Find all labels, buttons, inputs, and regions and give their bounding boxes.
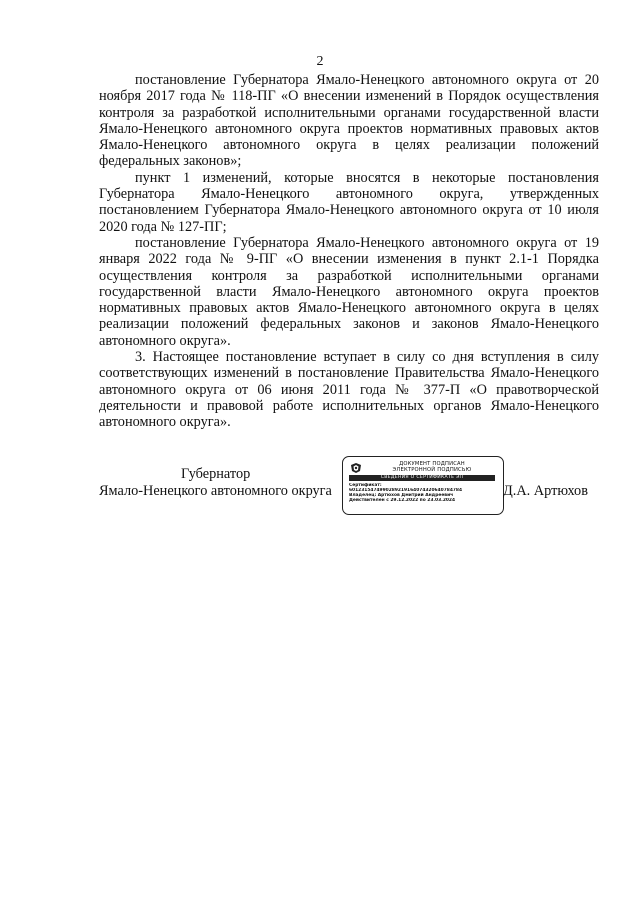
stamp-title (365, 461, 499, 473)
signatory-position-title: Губернатор (181, 466, 251, 482)
signatory-name: Д.А. Артюхов (503, 483, 588, 499)
paragraph-2: пункт 1 изменений, которые вносятся в некоторые постановления Губернатора Ямало-Ненецкого автономного округа, утвержденных постановлением Губернатора Ямало-Ненецкого автономного округа от 10 июля 2020 года № 127-ПГ; (99, 169, 599, 235)
paragraph-3: постановление Губернатора Ямало-Ненецкого автономного округа от 19 января 2022 года № 9-ПГ «О внесении изменения в пункт 2.1-1 Порядка осуществления контроля за разработкой исполнительными органами государственной власти Ямало-Ненецкого автономного округа проектов нормативных правовых актов Ямало-Ненецкого автономного округа в целях реализации положений федеральных законов и законов Ямало-Ненецкого автономного округа». (99, 234, 599, 349)
electronic-signature-stamp (342, 456, 504, 515)
coat-of-arms-icon (349, 462, 363, 474)
signature-block (99, 461, 599, 526)
stamp-title-line-2: ЭЛЕКТРОННОЙ ПОДПИСЬЮ (392, 467, 472, 473)
stamp-validity: Действителен с 29.12.2022 по 23.03.2024 (349, 498, 456, 503)
paragraph-1: постановление Губернатора Ямало-Ненецкого автономного округа от 20 ноября 2017 года № 118-ПГ «О внесении изменений в Порядок осуществления контроля за разработкой исполнительными органами государственной власти Ямало-Ненецкого автономного округа проектов нормативных правовых актов Ямало-Ненецкого автономного округа в целях реализации положений федеральных законов»; (99, 72, 599, 170)
page-number: 2 (316, 54, 324, 69)
stamp-owner: Владелец: Артюхов Дмитрий Андреевич (349, 493, 454, 498)
stamp-title-line-1: ДОКУМЕНТ ПОДПИСАН (399, 461, 465, 467)
document-body (99, 72, 599, 431)
paragraph-4: 3. Настоящее постановление вступает в силу со дня вступления в силу соответствующих изменений в постановление Правительства Ямало-Ненецкого автономного округа от 06 июня 2011 года № 377-П «О правотворческой деятельности и правовой работе исполнительных органов Ямало-Ненецкого автономного округа». (99, 349, 599, 431)
signatory-position-region: Ямало-Ненецкого автономного округа (99, 483, 332, 499)
stamp-certificate-label: Сертификат: (349, 483, 382, 488)
stamp-certificate-number: 6012315474990289219164074320640784784 (349, 488, 463, 493)
stamp-certificate-header: СВЕДЕНИЯ О СЕРТИФИКАТЕ ЭП (349, 475, 495, 481)
